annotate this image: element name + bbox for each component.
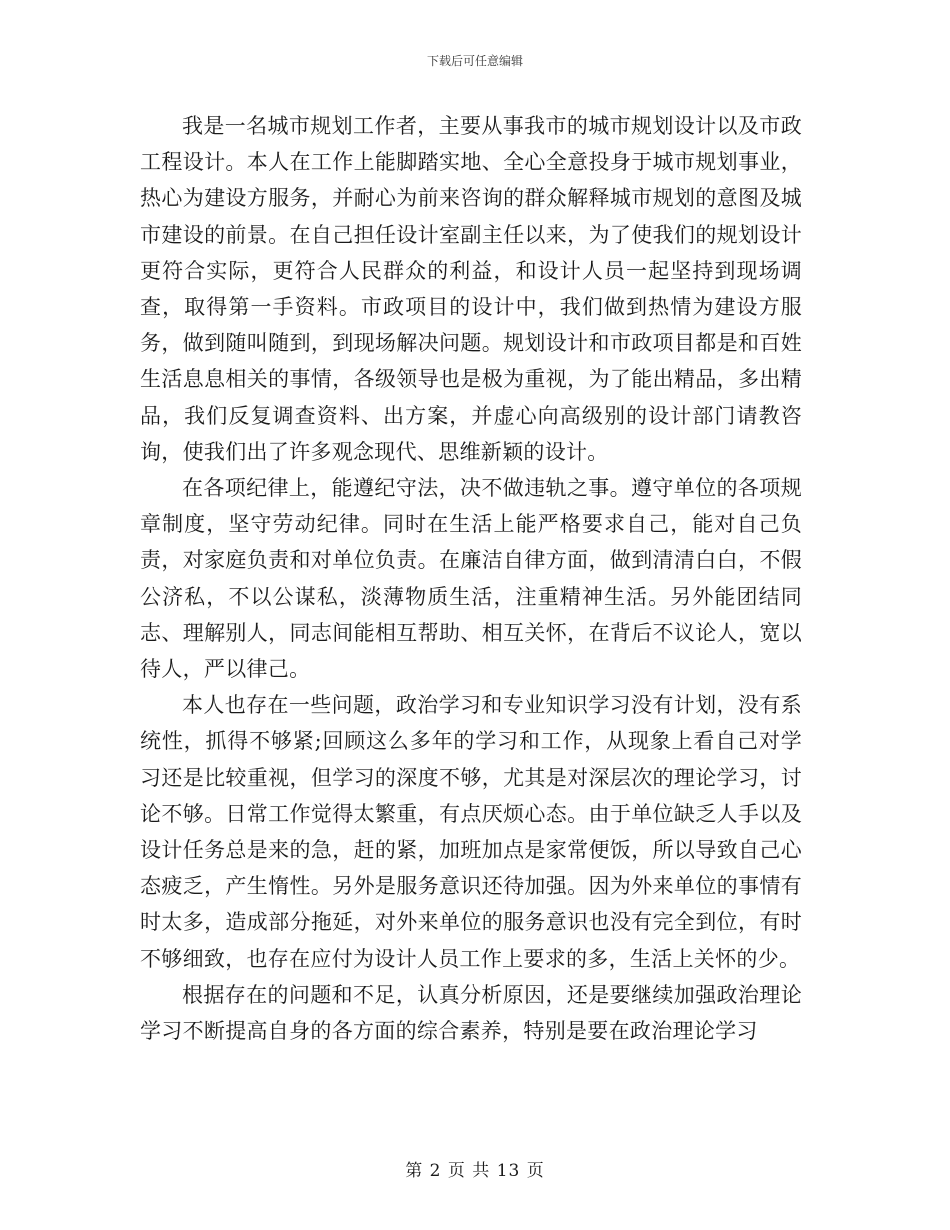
page-header: 下载后可任意编辑 <box>426 54 523 68</box>
paragraph-1: 我是一名城市规划工作者，主要从事我市的城市规划设计以及市政工程设计。本人在工作上能脚踏实地、全心全意投身于城市规划事业，热心为建设方服务，并耐心为前来咨询的群众解释城市规划的意图及城市建设的前景。在自己担任设计室副主任以来，为了使我们的规划设计更符合实际，更符合人民群众的利益，和设计人员一起坚持到现场调查，取得第一手资料。市政项目的设计中，我们做到热情为建设方服务，做到随叫随到，到现场解决问题。规划设计和市政项目都是和百姓生活息息相关的事情，各级领导也是极为重视，为了能出精品，多出精品，我们反复调查资料、出方案，并虚心向高级别的设计部门请教咨询，使我们出了许多观念现代、思维新颖的设计。 <box>140 114 802 464</box>
paragraph-4: 根据存在的问题和不足，认真分析原因，还是要继续加强政治理论学习不断提高自身的各方面的综合素养，特别是要在政治理论学习 <box>140 982 802 1044</box>
paragraph-3: 本人也存在一些问题，政治学习和专业知识学习没有计划，没有系统性，抓得不够紧;回顾这么多年的学习和工作，从现象上看自己对学习还是比较重视，但学习的深度不够，尤其是对深层次的理论学习，讨论不够。日常工作觉得太繁重，有点厌烦心态。由于单位缺乏人手以及设计任务总是来的急，赶的紧，加班加点是家常便饭，所以导致自己心态疲乏，产生惰性。另外是服务意识还待加强。因为外来单位的事情有时太多，造成部分拖延，对外来单位的服务意识也没有完全到位，有时不够细致，也存在应付为设计人员工作上要求的多，生活上关怀的少。 <box>140 693 802 971</box>
paragraph-2: 在各项纪律上，能遵纪守法，决不做违轨之事。遵守单位的各项规章制度，坚守劳动纪律。同时在生活上能严格要求自己，能对自己负责，对家庭负责和对单位负责。在廉洁自律方面，做到清清白白，不假公济私，不以公谋私，淡薄物质生活，注重精神生活。另外能团结同志、理解别人，同志间能相互帮助、相互关怀，在背后不议论人，宽以待人，严以律己。 <box>140 476 802 682</box>
document-body <box>140 108 802 1049</box>
page-footer: 第 2 页 共 13 页 <box>405 1161 545 1181</box>
